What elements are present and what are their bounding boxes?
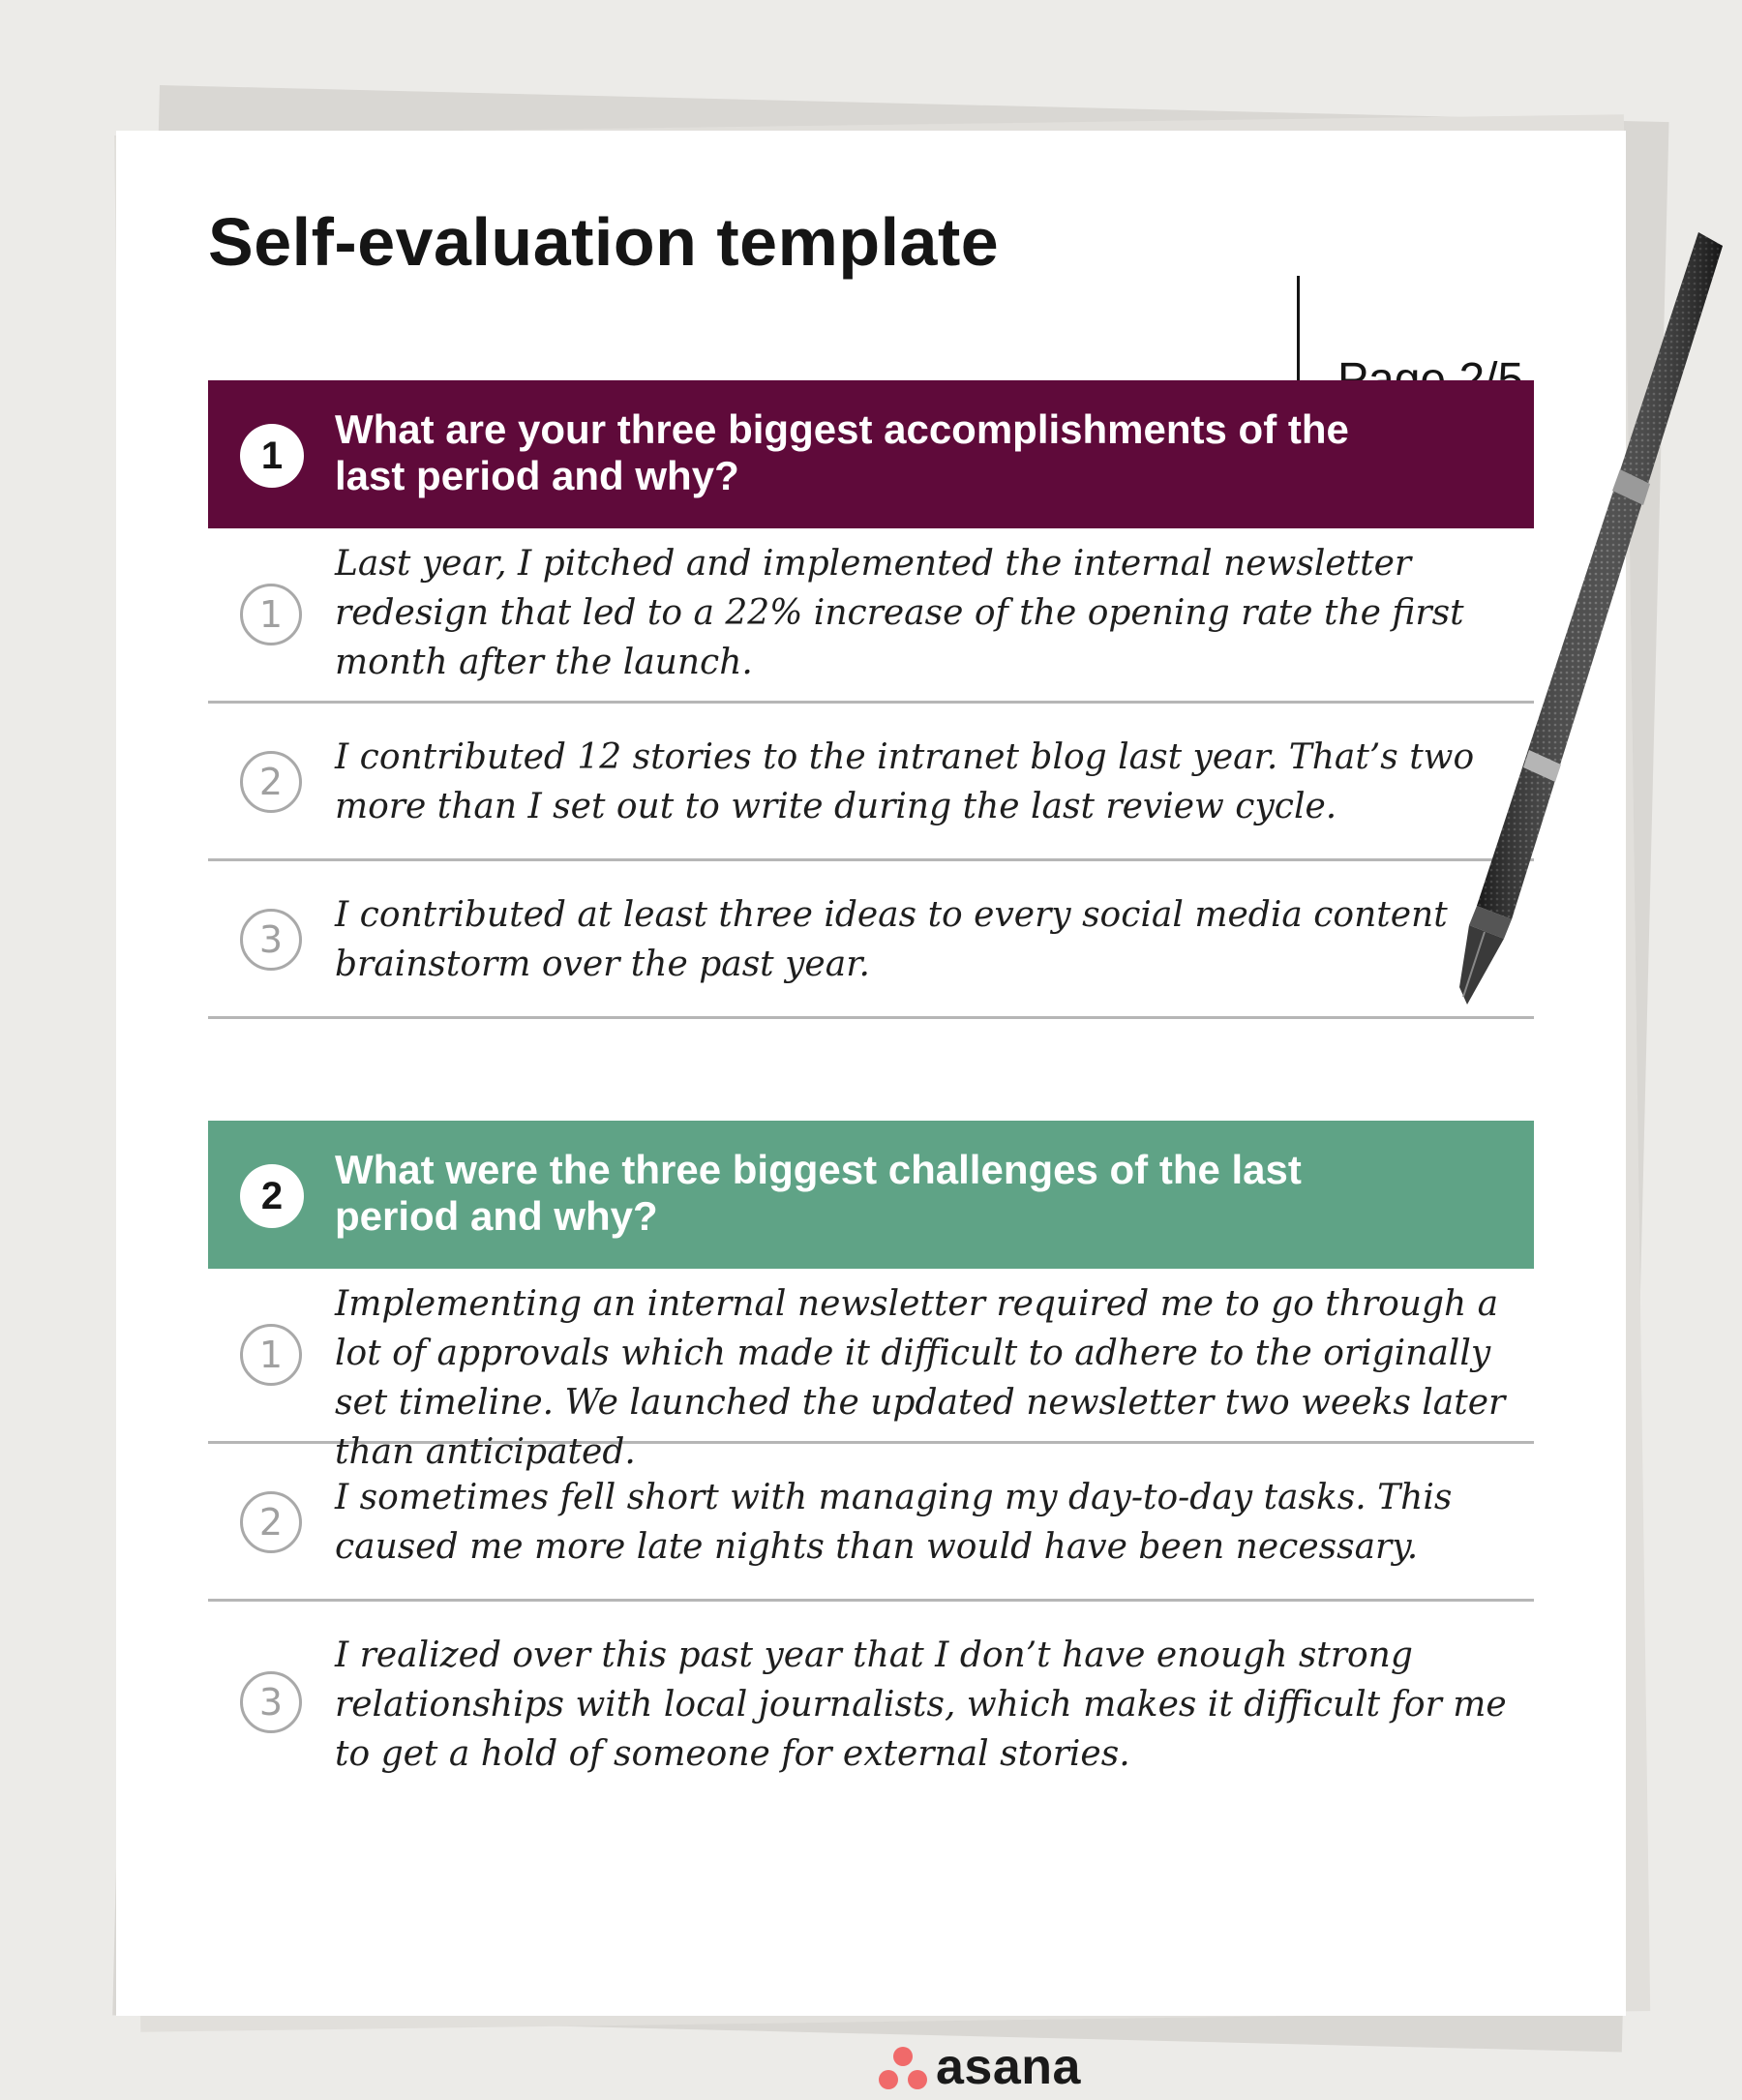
section-question: What are your three biggest accomplishments of the last period and why? xyxy=(335,406,1349,498)
section-question: What were the three biggest challenges of the last period and why? xyxy=(335,1147,1302,1239)
header-divider xyxy=(1297,276,1300,392)
answer-text: Last year, I pitched and implemented the internal newsletter redesign that led to a 22% increase of the opening rate the first month after the launch. xyxy=(335,544,1464,682)
section-number-badge: 2 xyxy=(240,1164,304,1228)
answer-number: 3 xyxy=(240,1671,302,1733)
asana-logo-icon xyxy=(878,2046,928,2092)
section-header-accomplishments xyxy=(208,380,1534,528)
answer-text: I contributed at least three ideas to every social media content brainstorm over the past year. xyxy=(335,895,1448,984)
section-number-badge: 1 xyxy=(240,424,304,488)
answer-text: I realized over this past year that I don’t have enough strong relationships with local journalists, which makes it difficult for me to get a hold of someone for external stories. xyxy=(335,1635,1507,1774)
answer-row xyxy=(208,861,1534,1019)
section-header-challenges xyxy=(208,1121,1534,1269)
answer-row xyxy=(208,704,1534,861)
answer-text: I sometimes fell short with managing my day-to-day tasks. This caused me more late nights than would have been necessary. xyxy=(335,1478,1453,1567)
answer-number: 1 xyxy=(240,1324,302,1386)
document-title: Self-evaluation template xyxy=(208,204,1000,280)
answer-row xyxy=(208,1602,1534,1805)
answer-number: 2 xyxy=(240,1491,302,1553)
answer-row xyxy=(208,1444,1534,1602)
asana-wordmark: asana xyxy=(936,2039,1081,2095)
answer-number: 1 xyxy=(240,584,302,645)
answer-row xyxy=(208,528,1534,704)
answer-text: Implementing an internal newsletter required me to go through a lot of approvals which made it difficult to adhere to the originally set timeline. We launched the updated newsletter two weeks later than anticipated. xyxy=(335,1284,1506,1472)
answer-number: 2 xyxy=(240,751,302,813)
answer-number: 3 xyxy=(240,909,302,971)
answer-text: I contributed 12 stories to the intranet blog last year. That’s two more than I set out to write during the last review cycle. xyxy=(335,737,1475,826)
answer-row xyxy=(208,1269,1534,1472)
fountain-pen-icon xyxy=(1384,223,1732,1026)
